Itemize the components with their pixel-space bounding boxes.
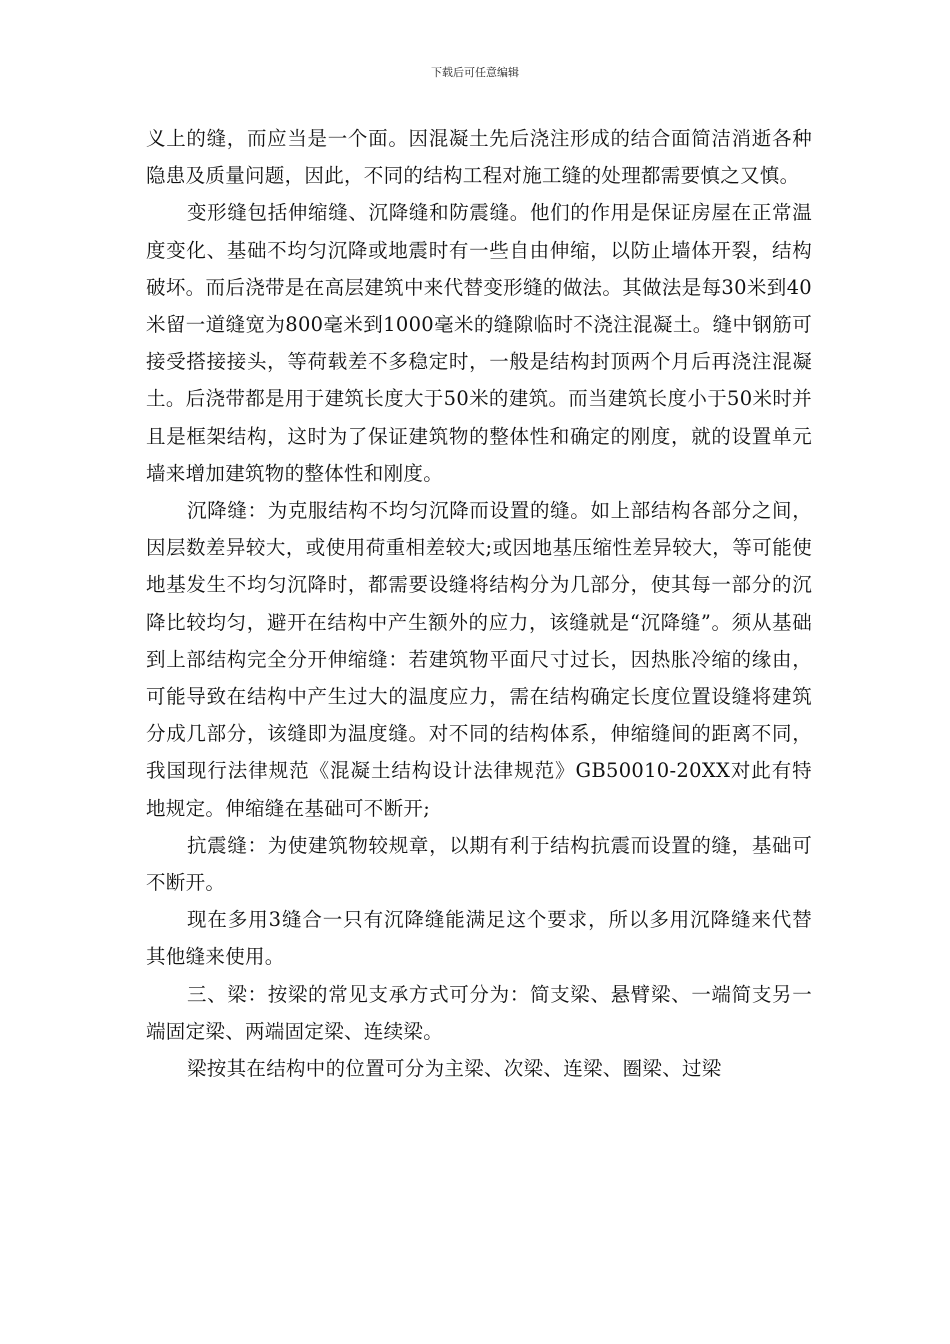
document-body [146,120,812,1087]
paragraph-beam-position-types: 梁按其在结构中的位置可分为主梁、次梁、连梁、圈梁、过梁 [187,1057,722,1081]
paragraph-settlement-joint: 沉降缝：为克服结构不均匀沉降而设置的缝。如上部结构各部分之间，因层数差异较大，或使用荷重相差较大;或因地基压缩性差异较大，等可能使地基发生不均匀沉降时，都需要设缝将结构分为几部分，使其每一部分的沉降比较均匀，避开在结构中产生额外的应力，该缝就是“沉降缝”。须从基础到上部结构完全分开伸缩缝：若建筑物平面尺寸过长，因热胀冷缩的缘由，可能导致在结构中产生过大的温度应力，需在结构确定长度位置设缝将建筑分成几部分，该缝即为温度缝。对不同的结构体系，伸缩缝间的距离不同，我国现行法律规范《混凝土结构设计法律规范》GB50010-20XX对此有特地规定。伸缩缝在基础可不断开; [146,499,812,820]
paragraph-seismic-joint: 抗震缝：为使建筑物较规章，以期有利于结构抗震而设置的缝，基础可不断开。 [146,833,812,895]
paragraph-three-in-one-joint: 现在多用3缝合一只有沉降缝能满足这个要求，所以多用沉降缝来代替其他缝来使用。 [146,908,812,969]
page-header: 下载后可任意编辑 [431,66,519,79]
paragraph-deformation-joint: 变形缝包括伸缩缝、沉降缝和防震缝。他们的作用是保证房屋在正常温度变化、基础不均匀沉降或地震时有一些自由伸缩，以防止墙体开裂，结构破坏。而后浇带是在高层建筑中来代替变形缝的做法。其做法是每30米到40米留一道缝宽为800毫米到1000毫米的缝隙临时不浇注混凝土。缝中钢筋可接受搭接接头，等荷载差不多稳定时，一般是结构封顶两个月后再浇注混凝土。后浇带都是用于建筑长度大于50米的建筑。而当建筑长度小于50米时并且是框架结构，这时为了保证建筑物的整体性和确定的刚度，就的设置单元墙来增加建筑物的整体性和刚度。 [146,201,812,485]
paragraph-construction-joint-end: 义上的缝，而应当是一个面。因混凝土先后浇注形成的结合面简洁消逝各种隐患及质量问题，因此，不同的结构工程对施工缝的处理都需要慎之又慎。 [146,127,812,188]
paragraph-beam-support-types: 三、梁：按梁的常见支承方式可分为：简支梁、悬臂梁、一端简支另一端固定梁、两端固定梁、连续梁。 [146,982,812,1043]
